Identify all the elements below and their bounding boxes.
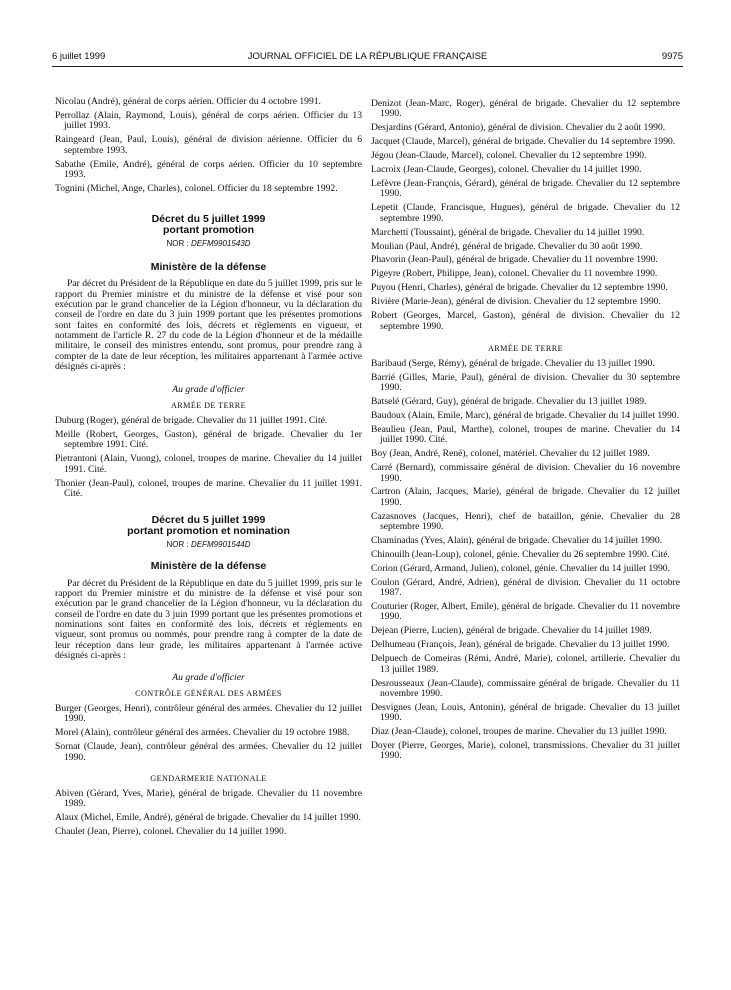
list-item: Baribaud (Serge, Rémy), général de brigade. Chevalier du 13 juillet 1990. [371, 357, 655, 369]
list-item: Pigeyre (Robert, Philippe, Jean), colonel. Chevalier du 11 novembre 1990. [371, 268, 658, 280]
left-column [55, 97, 362, 841]
list-item: Carré (Bernard), commissaire général de division. Chevalier du 16 novembre 1990. [371, 462, 680, 484]
list-item: Couturier (Roger, Albert, Emile), général de brigade. Chevalier du 11 novembre 1990. [371, 601, 680, 623]
list-item: Rivière (Marie-Jean), général de division. Chevalier du 12 septembre 1990. [371, 296, 661, 308]
section-heading: ARMÉE DE TERRE [170, 400, 247, 410]
nor-reference [55, 239, 362, 249]
list-item: Lepetit (Claude, Francisque, Hugues), général de brigade. Chevalier du 12 septembre 1990. [371, 202, 680, 224]
list-item: Dejean (Pierre, Lucien), général de brigade. Chevalier du 14 juillet 1989. [371, 625, 652, 637]
decree-subtitle: portant promotion [163, 224, 254, 237]
page-header [52, 51, 683, 65]
header-date: 6 juillet 1999 [52, 51, 106, 62]
list-item: Delhumeau (François, Jean), général de brigade. Chevalier du 13 juillet 1990. [371, 639, 670, 651]
list-item: Corion (Gérard, Armand, Julien), colonel, génie. Chevalier du 14 juillet 1990. [371, 562, 670, 574]
list-item: Tognini (Michel, Ange, Charles), colonel. Officier du 18 septembre 1992. [55, 182, 338, 194]
list-item: Cazasnoves (Jacques, Henri), chef de bataillon, génie. Chevalier du 28 septembre 1990. [371, 510, 680, 533]
header-rule [52, 66, 683, 67]
nor-reference [55, 540, 362, 550]
list-item: Lefèvre (Jean-François, Gérard), général de brigade. Chevalier du 12 septembre 1990. [371, 178, 680, 200]
list-item: Meille (Robert, Georges, Gaston), général de brigade. Chevalier du 1er septembre 1991. Cité. [55, 429, 362, 451]
list-item: Baudoux (Alain, Emile, Marc), général de brigade. Chevalier du 14 juillet 1990. [371, 410, 679, 421]
list-item: Abiven (Gérard, Yves, Marie), général de brigade. Chevalier du 11 novembre 1989. [55, 787, 362, 810]
right-column [371, 99, 680, 765]
grade-heading: Au grade d'officier [172, 672, 245, 684]
nor-label: NOR : [166, 539, 189, 549]
list-item: Desrousseaux (Jean-Claude), commissaire général de brigade. Chevalier du 11 novembre 1990. [371, 677, 680, 699]
header-journal-title: JOURNAL OFFICIEL DE LA RÉPUBLIQUE FRANÇAISE [247, 51, 488, 62]
list-item: Sabathe (Emile, André), général de corps aérien. Officier du 10 septembre 1993. [55, 158, 362, 180]
header-page-number: 9975 [661, 51, 683, 62]
ministry-heading: Ministère de la défense [150, 560, 267, 573]
list-item: Lacroix (Jean-Claude, Georges), colonel. Chevalier du 14 juillet 1990. [371, 164, 642, 176]
decree-title: Décret du 5 juillet 1999 [151, 513, 266, 526]
nor-code: DEFM9901543D [190, 238, 251, 248]
list-item: Batselé (Gérard, Guy), général de brigade. Chevalier du 13 juillet 1989. [371, 396, 647, 408]
section-heading: GENDARMERIE NATIONALE [150, 773, 267, 783]
section-heading: CONTRÔLE GÉNÉRAL DES ARMÉES [135, 688, 282, 698]
list-item: Delpuech de Comeiras (Rémi, André, Marie), colonel, artillerie. Chevalier du 13 juillet 1989. [371, 653, 680, 675]
decree-subtitle: portant promotion et nomination [127, 525, 290, 538]
list-item: Denizot (Jean-Marc, Roger), général de brigade. Chevalier du 12 septembre 1990. [371, 98, 680, 120]
list-item: Moulian (Paul, André), général de brigade. Chevalier du 30 août 1990. [371, 240, 643, 252]
list-item: Jacquet (Claude, Marcel), général de brigade. Chevalier du 14 septembre 1990. [371, 136, 676, 148]
list-item: Burger (Georges, Henri), contrôleur général des armées. Chevalier du 12 juillet 1990. [55, 703, 362, 725]
decree-title: Décret du 5 juillet 1999 [151, 212, 266, 225]
list-item: Robert (Georges, Marcel, Gaston), général de division. Chevalier du 12 septembre 1990. [371, 310, 680, 332]
list-item: Boy (Jean, André, René), colonel, matériel. Chevalier du 12 juillet 1989. [371, 448, 650, 460]
nor-code: DEFM9901544D [190, 539, 251, 549]
list-item: Beaulieu (Jean, Paul, Marthe), colonel, troupes de marine. Chevalier du 14 juillet 1990. Cité. [371, 423, 680, 446]
list-item: Cartron (Alain, Jacques, Marie), général de brigade. Chevalier du 12 juillet 1990. [371, 486, 680, 508]
list-item: Doyer (Pierre, Georges, Marie), colonel, transmissions. Chevalier du 31 juillet 1990. [371, 740, 680, 762]
ministry-heading: Ministère de la défense [150, 261, 267, 274]
list-item: Sornat (Claude, Jean), contrôleur général des armées. Chevalier du 12 juillet 1990. [55, 741, 362, 763]
list-item: Chaulet (Jean, Pierre), colonel. Chevalier du 14 juillet 1990. [55, 826, 287, 838]
list-item: Phavorin (Jean-Paul), général de brigade. Chevalier du 11 novembre 1990. [371, 254, 658, 266]
list-item: Marchetti (Toussaint), général de brigade. Chevalier du 14 juillet 1990. [371, 226, 645, 238]
left-top-list [55, 97, 362, 194]
list-item: Puyou (Henri, Charles), général de brigade. Chevalier du 12 septembre 1990. [371, 282, 668, 294]
list-item: Nicolau (André), général de corps aérien. Officier du 4 octobre 1991. [55, 96, 321, 107]
list-item: Perrollaz (Alain, Raymond, Louis), général de corps aérien. Officier du 13 juillet 1993. [55, 109, 362, 132]
list-item: Desjardins (Gérard, Antonio), général de division. Chevalier du 2 août 1990. [371, 122, 666, 134]
list-item: Chaminadas (Yves, Alain), général de brigade. Chevalier du 14 juillet 1990. [371, 535, 663, 546]
list-item: Desvignes (Jean, Louis, Antonin), général de brigade. Chevalier du 13 juillet 1990. [371, 701, 680, 724]
grade-heading: Au grade d'officier [172, 383, 245, 395]
nor-label: NOR : [166, 238, 189, 248]
list-item: Jégou (Jean-Claude, Marcel), colonel. Chevalier du 12 septembre 1990. [371, 150, 647, 162]
list-item: Barrié (Gilles, Marie, Paul), général de division. Chevalier du 30 septembre 1990. [371, 371, 680, 394]
decree-body: Par décret du Président de la République en date du 5 juillet 1999, pris sur le rapport du Premier ministre et du ministre de la défense et visé pour son exécution par le grand chancelier de la Légion d'honneur, vu la déclaration du conseil de l'ordre en date du 3 juin 1999 portant que les présentes promotions et nominations sont faites en conformité des lois, décrets et règlements en vigueur, sont promus ou nommés, pour prendre rang à compter de la date de leur réception dans leur grade, les militaires appartenant à l'armée active désignés ci-après : [55, 577, 362, 662]
list-item: Diaz (Jean-Claude), colonel, troupes de marine. Chevalier du 13 juillet 1990. [371, 726, 667, 738]
list-item: Alaux (Michel, Emile, André), général de brigade. Chevalier du 14 juillet 1990. [55, 812, 361, 824]
decree-body: Par décret du Président de la République en date du 5 juillet 1999, pris sur le rapport du Premier ministre et du ministre de la défense et visé pour son exécution par le grand chancelier de la Légion d'honneur, vu la déclaration du conseil de l'ordre en date du 3 juin 1999 portant que les présentes promotions sont faites en conformité des lois, décrets et règlements en vigueur, et notamment de l'article R. 27 du code de la Légion d'honneur et de la médaille militaire, le conseil des ministres entendu, sont promus, pour prendre rang à compter de la date de leur réception, les militaires appartenant à l'armée active désignés ci-après : [55, 278, 362, 373]
list-item: Pietrantoni (Alain, Vuong), colonel, troupes de marine. Chevalier du 14 juillet 1991. Cité. [55, 453, 362, 475]
list-item: Chinouilh (Jean-Loup), colonel, génie. Chevalier du 26 septembre 1990. Cité. [371, 548, 670, 560]
list-item: Morel (Alain), contrôleur général des armées. Chevalier du 19 octobre 1988. [55, 727, 350, 739]
section-heading: ARMÉE DE TERRE [487, 343, 564, 353]
list-item: Duburg (Roger), général de brigade. Chevalier du 11 juillet 1991. Cité. [55, 415, 328, 427]
list-item: Raingeard (Jean, Paul, Louis), général de division aérienne. Officier du 6 septembre 1993. [55, 134, 362, 156]
list-item: Coulon (Gérard, André, Adrien), général de division. Chevalier du 11 octobre 1987. [371, 576, 680, 599]
list-item: Thonier (Jean-Paul), colonel, troupes de marine. Chevalier du 11 juillet 1991. Cité. [55, 477, 362, 500]
